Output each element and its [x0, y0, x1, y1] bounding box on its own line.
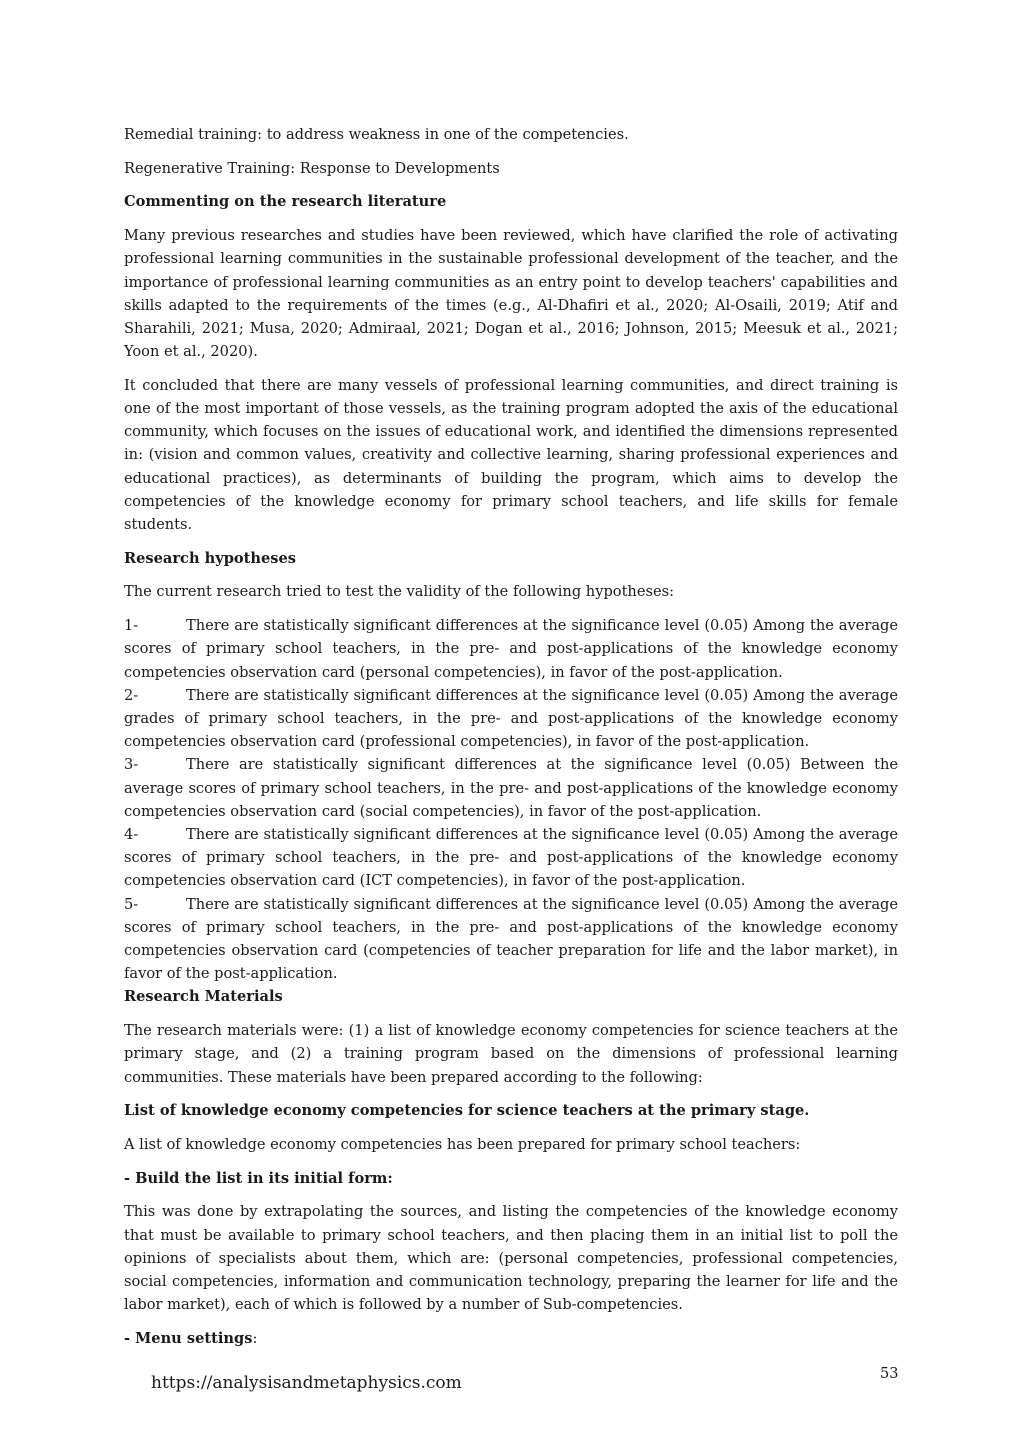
hypothesis-text: There are statistically significant differences at the significance level (0.05) Among the average scores of primary school teachers, in the pre- and post-applications of the knowledge economy competencies observation card (competencies of teacher preparation for life and the labor market), in favor of the post-application.	[124, 895, 898, 983]
page-number: 53	[880, 1366, 899, 1382]
hypothesis-item	[124, 684, 898, 754]
heading-menu-settings	[124, 1327, 898, 1350]
hypothesis-item	[124, 823, 898, 893]
heading-commenting-literature: Commenting on the research literature	[124, 193, 447, 211]
hypothesis-number: 4-	[124, 825, 139, 843]
page-body	[124, 123, 898, 1361]
hypothesis-text: There are statistically significant differences at the significance level (0.05) Among the average grades of primary school teachers, in the pre- and post-applications of the knowledge economy competencies observation card (professional competencies), in favor of the post-application.	[124, 686, 898, 751]
paragraph-hypotheses-intro: The current research tried to test the validity of the following hypotheses:	[124, 583, 675, 601]
heading-research-hypotheses: Research hypotheses	[124, 549, 297, 567]
hypothesis-number: 2-	[124, 686, 139, 704]
heading-menu-settings-colon: :	[252, 1329, 258, 1347]
paragraph-list-intro: A list of knowledge economy competencies has been prepared for primary school teachers:	[124, 1135, 801, 1153]
hypotheses-list	[124, 614, 898, 985]
paragraph-remedial-training: Remedial training: to address weakness in one of the competencies.	[124, 126, 629, 143]
footer-url: https://analysisandmetaphysics.com	[151, 1373, 462, 1393]
paragraph-research-materials: The research materials were: (1) a list of knowledge economy competencies for science teachers at the primary stage, and (2) a training program based on the dimensions of professional learning communities. These materials have been prepared according to the following:	[124, 1022, 898, 1086]
paragraph-regenerative-training: Regenerative Training: Response to Developments	[124, 159, 500, 177]
hypothesis-text: There are statistically significant differences at the significance level (0.05) Between the average scores of primary school teachers, in the pre- and post-applications of the knowledge economy competencies observation card (social competencies), in favor of the post-application.	[124, 756, 898, 820]
hypothesis-item	[124, 614, 898, 684]
heading-menu-settings-text: - Menu settings	[124, 1329, 253, 1347]
hypothesis-number: 3-	[124, 756, 139, 774]
paragraph-build-list: This was done by extrapolating the sources, and listing the competencies of the knowledge economy that must be available to primary school teachers, and then placing them in an initial list to poll the opinions of specialists about them, which are: (personal competencies, professional competencies, social competencies, information and communication technology, preparing the learner for life and the labor market), each of which is followed by a number of Sub-competencies.	[124, 1203, 898, 1314]
hypothesis-text: There are statistically significant differences at the significance level (0.05) Among the average scores of primary school teachers, in the pre- and post-applications of the knowledge economy competencies observation card (ICT competencies), in favor of the post-application.	[124, 825, 898, 890]
hypothesis-item	[124, 753, 898, 823]
paragraph-literature-review: Many previous researches and studies have been reviewed, which have clarified the role of activating professional learning communities in the sustainable professional development of the teacher, and the importance of professional learning communities as an entry point to develop teachers' capabilities and skills adapted to the requirements of the times (e.g., Al-Dhafiri et al., 2020; Al-Osaili, 2019; Atif and Sharahili, 2021; Musa, 2020; Admiraal, 2021; Dogan et al., 2016; Johnson, 2015; Meesuk et al., 2021; Yoon et al., 2020).	[124, 227, 898, 361]
heading-build-list: - Build the list in its initial form:	[124, 1169, 393, 1187]
heading-research-materials: Research Materials	[124, 988, 283, 1006]
hypothesis-item	[124, 893, 898, 986]
hypothesis-number: 5-	[124, 895, 139, 913]
hypothesis-number: 1-	[124, 617, 139, 635]
hypothesis-text: There are statistically significant differences at the significance level (0.05) Among the average scores of primary school teachers, in the pre- and post-applications of the knowledge economy competencies observation card (personal competencies), in favor of the post-application.	[124, 617, 898, 681]
heading-competencies-list: List of knowledge economy competencies for science teachers at the primary stage.	[124, 1102, 810, 1120]
paragraph-literature-conclusion: It concluded that there are many vessels of professional learning communities, and direct training is one of the most important of those vessels, as the training program adopted the axis of the educational community, which focuses on the issues of educational work, and identified the dimensions represented in: (vision and common values, creativity and collective learning, sharing professional experiences and educational practices), as determinants of building the program, which aims to develop the competencies of the knowledge economy for primary school teachers, and life skills for female students.	[124, 376, 898, 534]
